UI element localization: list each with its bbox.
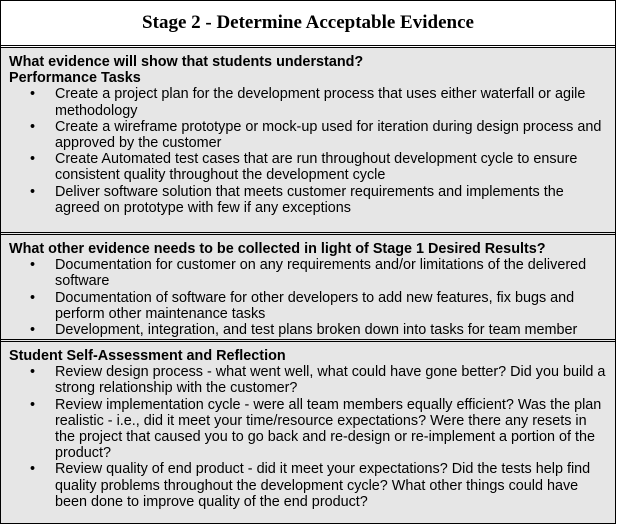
list-item-text: Development, integration, and test plans broken down into tasks for team member — [55, 322, 578, 339]
bullet-list — [9, 364, 607, 510]
title-text: Stage 2 - Determine Acceptable Evidence — [142, 12, 474, 33]
bullet-icon: • — [30, 289, 36, 306]
list-item — [9, 290, 607, 322]
bullet-icon: • — [30, 118, 36, 135]
list-item — [9, 119, 607, 151]
section-heading: Student Self-Assessment and Reflection — [9, 348, 286, 364]
bullet-list — [9, 257, 607, 338]
section-other-evidence — [1, 232, 615, 339]
list-item — [9, 364, 607, 396]
bullet-icon: • — [30, 183, 36, 200]
list-item-text: Review quality of end product - did it meet your expectations? Did the tests help find quality problems throughout the development cycle? What other things could have been done to improve quality of the end product? — [55, 461, 591, 510]
list-item — [9, 86, 607, 118]
section-heading: What evidence will show that students understand? — [9, 54, 364, 70]
list-item-text: Create a project plan for the development process that uses either waterfall or agile methodology — [55, 86, 586, 119]
section-performance-evidence — [1, 48, 615, 232]
list-item — [9, 322, 607, 338]
list-item — [9, 461, 607, 510]
list-item-text: Documentation for customer on any requirements and/or limitations of the delivered software — [55, 257, 587, 290]
bullet-icon: • — [30, 461, 36, 478]
bullet-list — [9, 86, 607, 216]
bullet-icon: • — [30, 151, 36, 168]
list-item-text: Documentation of software for other developers to add new features, fix bugs and perform other maintenance tasks — [55, 289, 575, 322]
list-item — [9, 257, 607, 289]
section-self-assessment — [1, 339, 615, 523]
list-item-text: Create Automated test cases that are run throughout development cycle to ensure consistent quality throughout the development cycle — [55, 151, 578, 184]
bullet-icon: • — [30, 86, 36, 103]
bullet-icon: • — [30, 364, 36, 381]
section-subheading: Performance Tasks — [9, 70, 141, 87]
list-item-text: Review implementation cycle - were all team members equally efficient? Was the plan realistic - i.e., did it meet your time/resource expectations? Were there any resets in the project that caused you to go back and re-design or re-implement a portion of the product? — [55, 396, 602, 462]
list-item — [9, 184, 607, 216]
table-title — [1, 1, 615, 48]
bullet-icon: • — [30, 257, 36, 274]
list-item-text: Create a wireframe prototype or mock-up used for iteration during design process and approved by the customer — [55, 118, 602, 152]
bullet-icon: • — [30, 322, 36, 339]
list-item — [9, 151, 607, 183]
list-item-text: Review design process - what went well, what could have gone better? Did you build a strong relationship with the customer? — [55, 364, 606, 397]
section-heading: What other evidence needs to be collected in light of Stage 1 Desired Results? — [9, 241, 546, 257]
list-item-text: Deliver software solution that meets customer requirements and implements the agreed on prototype with few if any exceptions — [55, 183, 564, 216]
list-item — [9, 397, 607, 462]
bullet-icon: • — [30, 396, 36, 413]
